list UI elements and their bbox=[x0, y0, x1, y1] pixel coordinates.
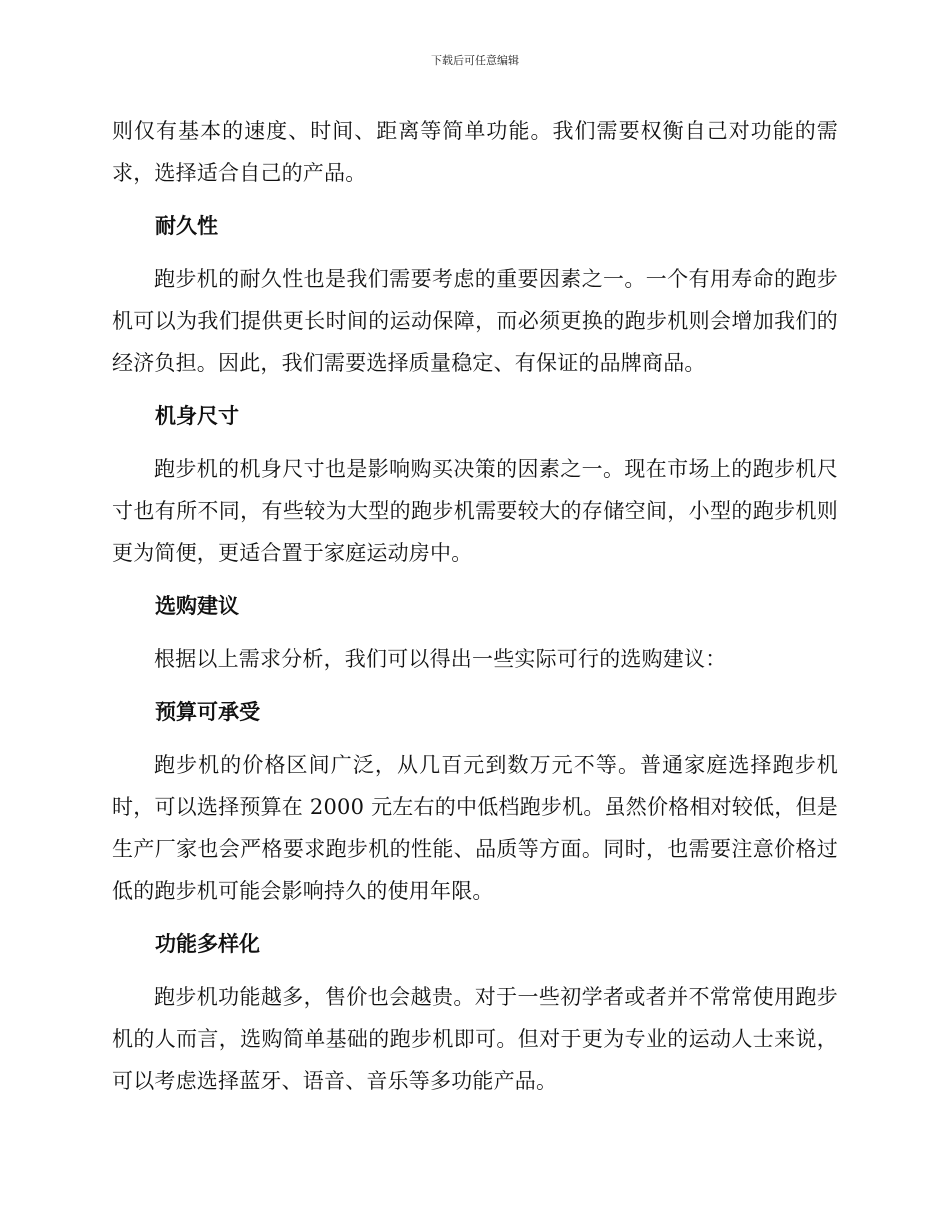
paragraph-budget: 跑步机的价格区间广泛，从几百元到数万元不等。普通家庭选择跑步机时，可以选择预算在 2000 元左右的中低档跑步机。虽然价格相对较低，但是生产厂家也会严格要求跑步机的性能、品质等方面。同时，也需要注意价格过低的跑步机可能会影响持久的使用年限。 bbox=[112, 753, 838, 903]
paragraph-functions-continued: 则仅有基本的速度、时间、距离等简单功能。我们需要权衡自己对功能的需求，选择适合自己的产品。 bbox=[112, 119, 838, 185]
paragraph-durability: 跑步机的耐久性也是我们需要考虑的重要因素之一。一个有用寿命的跑步机可以为我们提供更长时间的运动保障，而必须更换的跑步机则会增加我们的经济负担。因此，我们需要选择质量稳定、有保证的品牌商品。 bbox=[112, 267, 838, 375]
heading-features: 功能多样化 bbox=[155, 932, 260, 956]
heading-size: 机身尺寸 bbox=[155, 404, 239, 428]
heading-buying-advice: 选购建议 bbox=[155, 594, 239, 618]
document-body bbox=[112, 110, 838, 1102]
paragraph-size: 跑步机的机身尺寸也是影响购买决策的因素之一。现在市场上的跑步机尺寸也有所不同，有些较为大型的跑步机需要较大的存储空间，小型的跑步机则更为简便，更适合置于家庭运动房中。 bbox=[112, 457, 838, 565]
page-header: 下载后可任意编辑 bbox=[431, 54, 519, 67]
heading-durability: 耐久性 bbox=[155, 214, 218, 238]
paragraph-buying-advice: 根据以上需求分析，我们可以得出一些实际可行的选购建议： bbox=[154, 647, 727, 671]
paragraph-features: 跑步机功能越多，售价也会越贵。对于一些初学者或者并不常常使用跑步机的人而言，选购简单基础的跑步机即可。但对于更为专业的运动人士来说，可以考虑选择蓝牙、语音、音乐等多功能产品。 bbox=[112, 985, 838, 1093]
heading-budget: 预算可承受 bbox=[155, 700, 260, 724]
